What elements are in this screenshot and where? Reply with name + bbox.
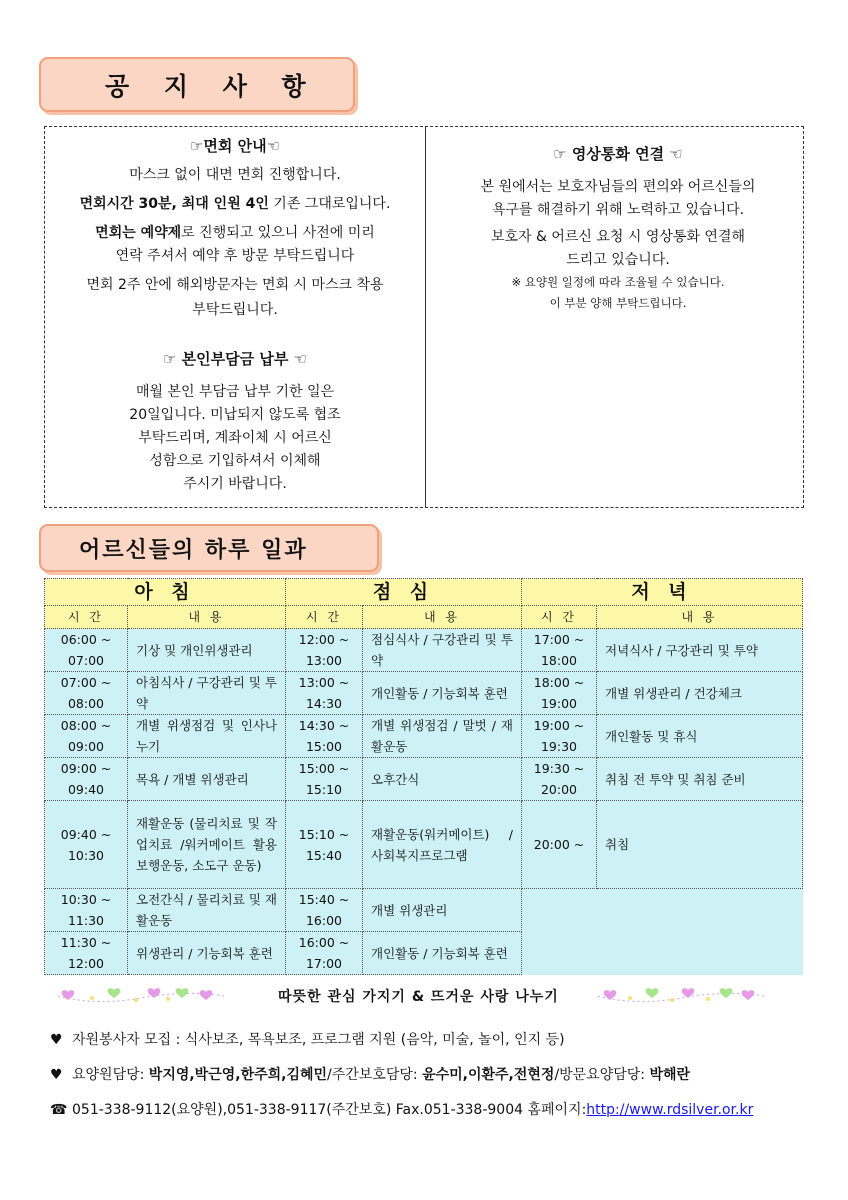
volunteer-text: 자원봉사자 모집 : 식사보조, 목욕보조, 프로그램 지원 (음악, 미술, 놀이, 인지 등)	[72, 1032, 565, 1048]
notice-left-column	[51, 127, 419, 496]
contact-line	[50, 1099, 753, 1119]
heart-bullet-icon: ♥	[50, 1067, 63, 1083]
schedule-table	[44, 578, 803, 975]
video-note: 이 부분 양해 부탁드립니다.	[549, 296, 687, 310]
visit-title: ☞면회 안내☜	[189, 137, 281, 155]
staff-label: /방문요양담당:	[554, 1067, 650, 1083]
time-cell: 08:00 ~ 09:00	[45, 715, 128, 758]
video-line: 본 원에서는 보호자님들의 편의와 어르신들의	[480, 179, 756, 195]
col-content-header: 내 용	[363, 606, 522, 629]
col-content-header: 내 용	[128, 606, 286, 629]
table-row	[45, 672, 803, 715]
time-cell: 09:00 ~ 09:40	[45, 758, 128, 801]
task-cell: 위생관리 / 기능회복 훈련	[128, 932, 286, 975]
task-cell: 목욕 / 개별 위생관리	[128, 758, 286, 801]
time-cell: 20:00 ~	[522, 801, 597, 889]
time-cell: 15:10 ~ 15:40	[286, 801, 363, 889]
slogan-text: 따뜻한 관심 가지기 & 뜨거운 사랑 나누기	[278, 989, 559, 1005]
notice-title: 공 지 사 항	[105, 71, 319, 101]
video-line: 드리고 있습니다.	[566, 252, 670, 268]
video-note: ※ 요양원 일정에 따라 조율될 수 있습니다.	[511, 275, 725, 289]
payment-line: 20일입니다. 미납되지 않도록 협조	[129, 407, 341, 423]
table-row	[45, 801, 803, 889]
task-cell: 개별 위생관리 / 건강체크	[597, 672, 803, 715]
contact-text: 051-338-9112(요양원),051-338-9117(주간보호) Fax.051-338-9004 홈페이지:	[72, 1102, 587, 1118]
task-cell: 개별 위생점검 / 말벗 / 재활운동	[363, 715, 522, 758]
schedule-title: 어르신들의 하루 일과	[79, 537, 308, 563]
task-cell: 취침	[597, 801, 803, 889]
time-cell: 15:40 ~ 16:00	[286, 889, 363, 932]
task-cell: 개별 위생관리	[363, 889, 522, 932]
hearts-garland-icon	[596, 982, 766, 1006]
volunteer-line	[50, 1029, 565, 1049]
task-cell: 재활운동 (물리치료 및 작업치료 /워커메이트 활용 보행운동, 소도구 운동)	[128, 801, 286, 889]
time-cell: 17:00 ~ 18:00	[522, 629, 597, 672]
time-cell: 06:00 ~ 07:00	[45, 629, 128, 672]
time-cell: 10:30 ~ 11:30	[45, 889, 128, 932]
slogan-banner	[56, 982, 796, 1010]
payment-line: 매월 본인 부담금 납부 기한 일은	[135, 384, 335, 400]
time-cell: 16:00 ~ 17:00	[286, 932, 363, 975]
staff-names: 박해란	[649, 1067, 691, 1083]
time-cell: 11:30 ~ 12:00	[45, 932, 128, 975]
staff-names: 박지영,박근영,한주희,김혜민	[148, 1067, 328, 1083]
time-cell: 09:40 ~ 10:30	[45, 801, 128, 889]
notice-right-column	[439, 127, 797, 314]
time-cell: 19:00 ~ 19:30	[522, 715, 597, 758]
time-cell: 14:30 ~ 15:00	[286, 715, 363, 758]
table-row	[45, 758, 803, 801]
task-cell: 저녁식사 / 구강관리 및 투약	[597, 629, 803, 672]
task-cell: 오전간식 / 물리치료 및 재활운동	[128, 889, 286, 932]
task-cell: 아침식사 / 구강관리 및 투약	[128, 672, 286, 715]
video-line: 욕구를 해결하기 위해 노력하고 있습니다.	[491, 202, 745, 218]
hearts-garland-icon	[56, 982, 226, 1006]
visit-line5: 면회 2주 안에 해외방문자는 면회 시 마스크 착용	[86, 277, 384, 293]
phone-icon: ☎	[50, 1102, 68, 1118]
col-time-header: 시 간	[45, 606, 128, 629]
table-row	[45, 715, 803, 758]
staff-label: /주간보호담당:	[327, 1067, 423, 1083]
schedule-title-tab	[39, 524, 379, 572]
task-cell: 개인활동 / 기능회복 훈련	[363, 932, 522, 975]
visit-line2: 면회시간 30분, 최대 인원 4인 기존 그대로입니다.	[79, 196, 391, 212]
time-cell: 19:30 ~ 20:00	[522, 758, 597, 801]
visit-line6: 부탁드립니다.	[192, 302, 278, 318]
staff-names: 윤수미,이환주,전현정	[422, 1067, 555, 1083]
task-cell: 취침 전 투약 및 취침 준비	[597, 758, 803, 801]
payment-line: 부탁드리며, 계좌이체 시 어르신	[138, 430, 332, 446]
table-row	[45, 629, 803, 672]
time-cell: 15:00 ~ 15:10	[286, 758, 363, 801]
video-title: ☞ 영상통화 연결 ☜	[553, 145, 683, 163]
task-cell: 개인활동 / 기능회복 훈련	[363, 672, 522, 715]
time-cell: 07:00 ~ 08:00	[45, 672, 128, 715]
time-cell: 12:00 ~ 13:00	[286, 629, 363, 672]
col-time-header: 시 간	[522, 606, 597, 629]
empty-cell	[522, 932, 803, 975]
table-row	[45, 932, 803, 975]
payment-line: 주시기 바랍니다.	[183, 476, 287, 492]
homepage-link[interactable]: http://www.rdsilver.or.kr	[586, 1102, 754, 1118]
staff-label: 요양원담당:	[72, 1067, 149, 1083]
notice-box	[44, 126, 804, 508]
time-cell: 13:00 ~ 14:30	[286, 672, 363, 715]
task-cell: 점심식사 / 구강관리 및 투약	[363, 629, 522, 672]
section-morning: 아 침	[45, 579, 286, 606]
visit-line4: 연락 주셔서 예약 후 방문 부탁드립니다	[115, 248, 355, 264]
payment-line: 성함으로 기입하셔서 이체해	[149, 453, 321, 469]
col-content-header: 내 용	[597, 606, 803, 629]
task-cell: 오후간식	[363, 758, 522, 801]
staff-line	[50, 1064, 690, 1084]
time-cell: 18:00 ~ 19:00	[522, 672, 597, 715]
notice-divider	[425, 127, 426, 507]
task-cell: 기상 및 개인위생관리	[128, 629, 286, 672]
table-row	[45, 889, 803, 932]
task-cell: 개인활동 및 휴식	[597, 715, 803, 758]
empty-cell	[522, 889, 803, 932]
notice-title-tab	[39, 57, 355, 112]
visit-line3: 면회는 예약제로 진행되고 있으니 사전에 미리	[95, 225, 375, 241]
task-cell: 재활운동(워커메이트) / 사회복지프로그램	[363, 801, 522, 889]
col-time-header: 시 간	[286, 606, 363, 629]
payment-title: ☞ 본인부담금 납부 ☜	[163, 350, 307, 368]
task-cell: 개별 위생점검 및 인사나누기	[128, 715, 286, 758]
visit-line1: 마스크 없이 대면 면회 진행합니다.	[129, 167, 341, 183]
video-line: 보호자 & 어르신 요청 시 영상통화 연결해	[490, 229, 745, 245]
section-evening: 저 녁	[522, 579, 803, 606]
section-lunch: 점 심	[286, 579, 522, 606]
heart-bullet-icon: ♥	[50, 1032, 63, 1048]
